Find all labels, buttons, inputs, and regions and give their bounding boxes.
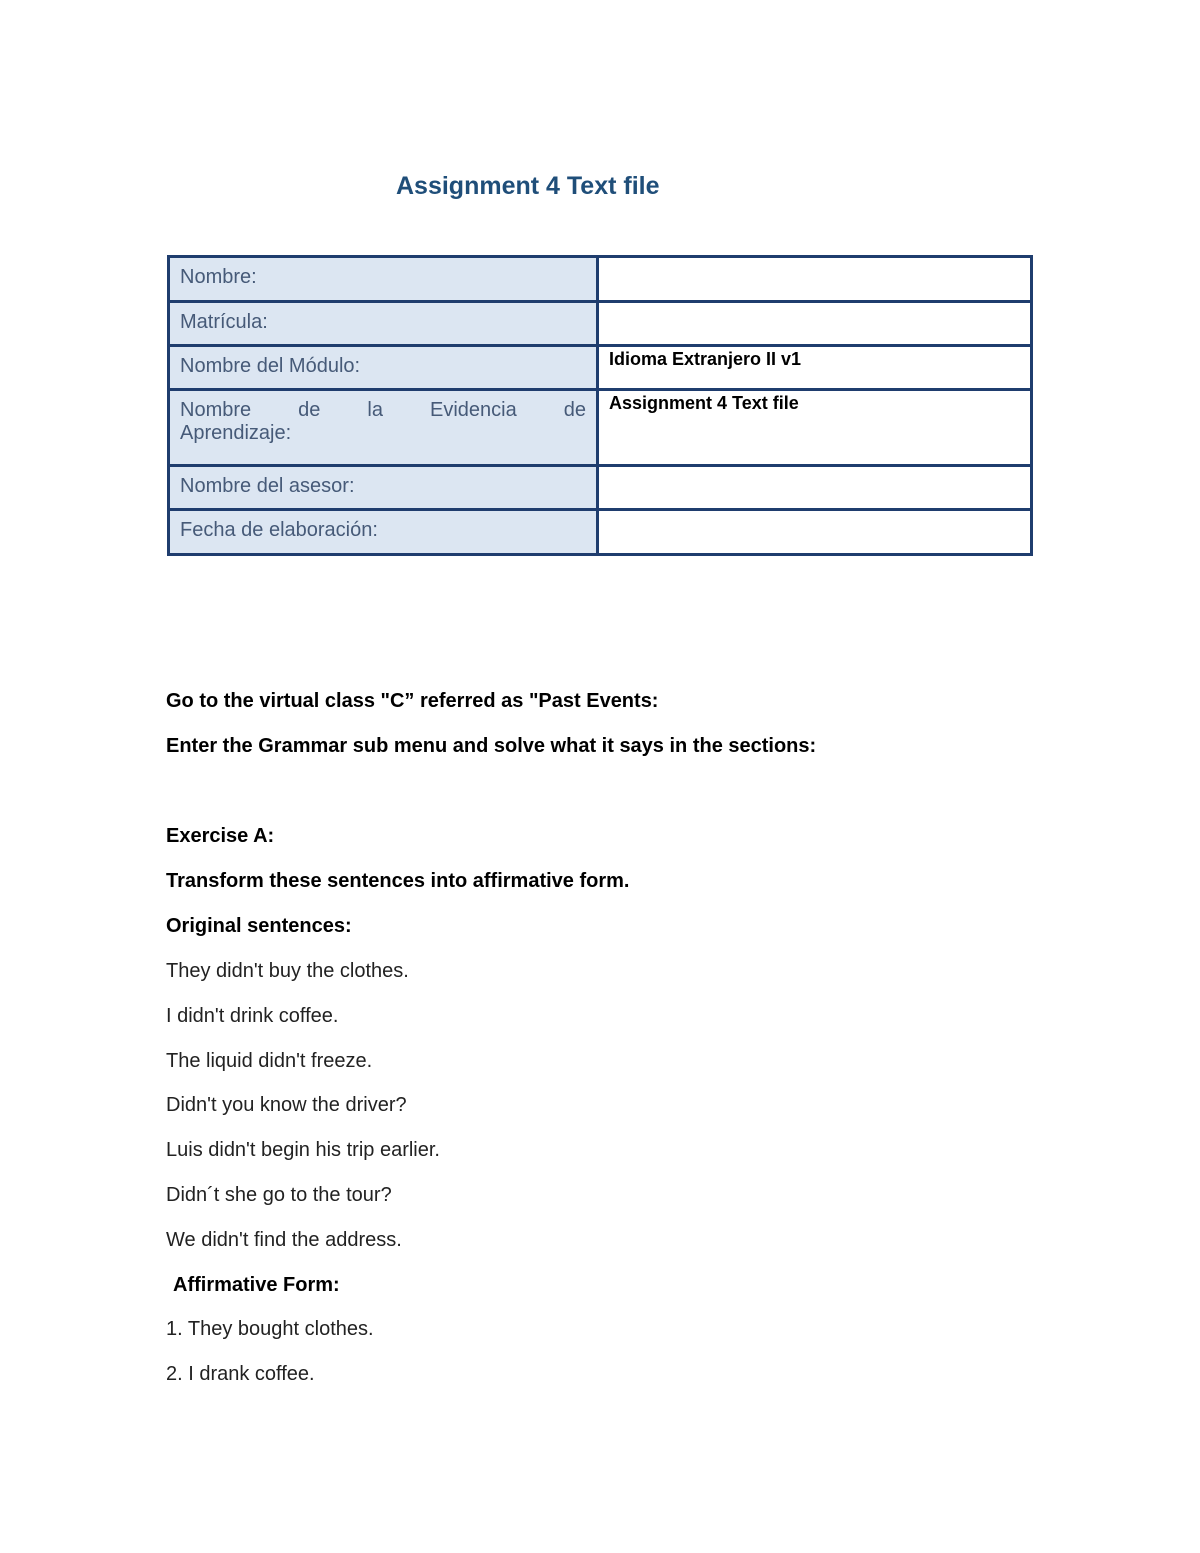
table-value-fecha <box>598 510 1032 555</box>
table-label-matricula: Matrícula: <box>169 302 598 346</box>
table-value-nombre <box>598 257 1032 302</box>
original-sentence: Didn´t she go to the tour? <box>166 1184 392 1206</box>
original-sentence: They didn't buy the clothes. <box>166 960 409 982</box>
table-row <box>169 257 1032 302</box>
affirmative-form-heading: Affirmative Form: <box>173 1274 340 1296</box>
document-title: Assignment 4 Text file <box>396 172 660 200</box>
table-label-evidencia-line1: Nombre de la Evidencia de <box>180 399 586 421</box>
original-sentence: Luis didn't begin his trip earlier. <box>166 1139 440 1161</box>
table-label-fecha: Fecha de elaboración: <box>169 510 598 555</box>
table-label-evidencia <box>169 390 598 466</box>
exercise-heading: Exercise A: <box>166 825 275 847</box>
instruction-line-2: Enter the Grammar sub menu and solve what it says in the sections: <box>166 735 817 757</box>
table-value-modulo: Idioma Extranjero II v1 <box>598 346 1032 390</box>
table-value-evidencia: Assignment 4 Text file <box>598 390 1032 466</box>
table-row <box>169 510 1032 555</box>
original-sentences-heading: Original sentences: <box>166 915 352 937</box>
info-table <box>167 255 1033 556</box>
original-sentence: We didn't find the address. <box>166 1229 402 1251</box>
table-value-asesor <box>598 466 1032 510</box>
table-row <box>169 466 1032 510</box>
exercise-instruction: Transform these sentences into affirmative form. <box>166 870 630 892</box>
instruction-line-1: Go to the virtual class "C” referred as "Past Events: <box>166 690 659 712</box>
table-value-matricula <box>598 302 1032 346</box>
affirmative-sentence: 2. I drank coffee. <box>166 1363 315 1385</box>
affirmative-sentence: 1. They bought clothes. <box>166 1318 374 1340</box>
table-label-nombre: Nombre: <box>169 257 598 302</box>
original-sentence: The liquid didn't freeze. <box>166 1050 373 1072</box>
original-sentence: I didn't drink coffee. <box>166 1005 339 1027</box>
table-row <box>169 390 1032 466</box>
table-row <box>169 346 1032 390</box>
table-label-evidencia-line2: Aprendizaje: <box>180 422 292 444</box>
original-sentence: Didn't you know the driver? <box>166 1094 407 1116</box>
table-label-modulo: Nombre del Módulo: <box>169 346 598 390</box>
table-label-asesor: Nombre del asesor: <box>169 466 598 510</box>
table-row <box>169 302 1032 346</box>
